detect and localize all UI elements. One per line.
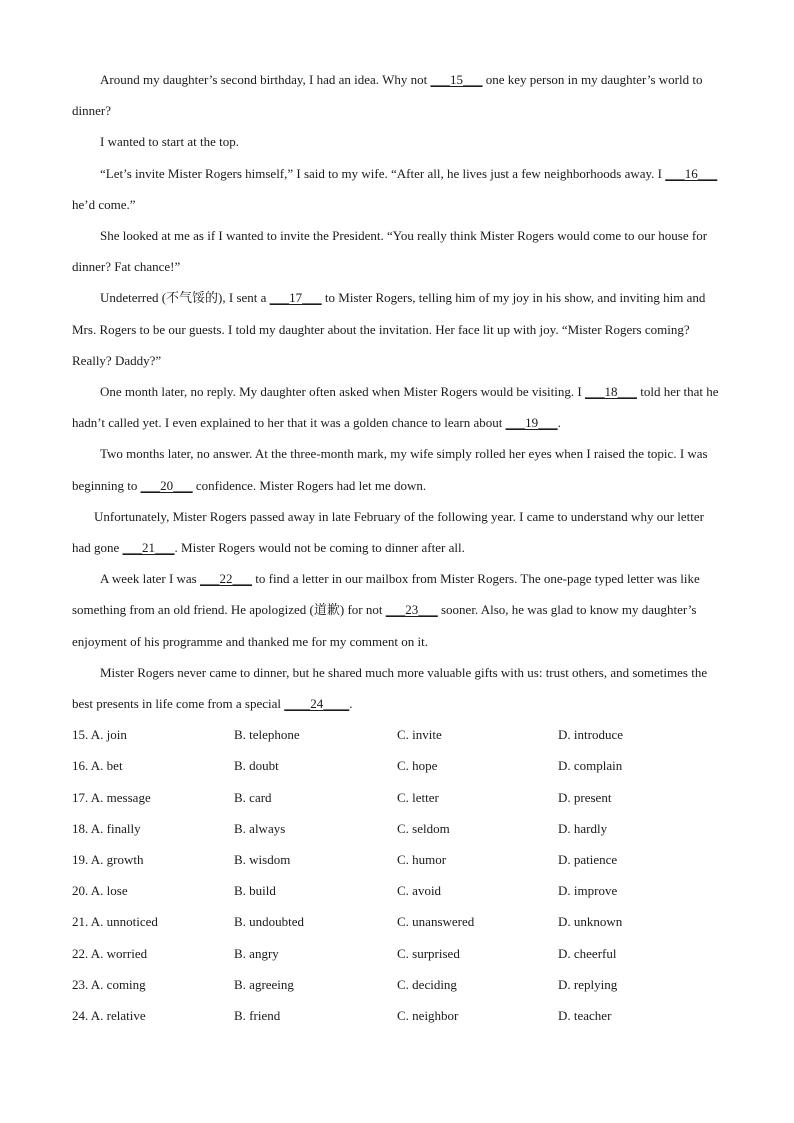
option-d: D. hardly <box>558 820 608 836</box>
text: . <box>349 696 353 712</box>
option-c: C. seldom <box>397 820 450 836</box>
text: sooner. Also, he was glad to know my daughter’s enjoyment of his programme and thanked me for my comment on it. <box>72 602 697 649</box>
blank-24: ____24____ <box>284 696 350 712</box>
option-a: 22. A. worried <box>72 945 148 961</box>
blank-19: ___19___ <box>505 415 558 431</box>
option-a: 16. A. bet <box>72 758 123 774</box>
text: One month later, no reply. My daughter often asked when Mister Rogers would be visiting. I <box>100 384 585 400</box>
text: Mister Rogers never came to dinner, but he shared much more valuable gifts with us: trust others, and sometimes the best presents in life come from a special <box>72 664 708 712</box>
option-b: B. always <box>234 820 286 836</box>
text: told her that he hadn’t called yet. I even explained to her that it was a golden chance to learn about <box>72 384 719 431</box>
text: . <box>557 415 561 431</box>
paragraph-8 <box>72 501 724 563</box>
option-a: 19. A. growth <box>72 852 144 868</box>
paragraph-7 <box>72 438 724 500</box>
option-c: C. unanswered <box>397 914 475 930</box>
paragraph-3 <box>72 158 724 220</box>
blank-17: ___17___ <box>269 290 322 306</box>
option-b: B. agreeing <box>234 976 294 992</box>
option-d: D. complain <box>558 758 623 774</box>
option-d: D. improve <box>558 883 618 899</box>
question-row-20 <box>72 875 724 906</box>
option-c: C. neighbor <box>397 1008 459 1024</box>
option-a: 21. A. unnoticed <box>72 914 158 930</box>
blank-20: ___20___ <box>140 477 193 493</box>
option-d: D. replying <box>558 976 618 992</box>
question-row-17 <box>72 782 724 813</box>
option-b: B. build <box>234 883 276 899</box>
option-b: B. angry <box>234 945 279 961</box>
text: one key person in my daughter’s world to dinner? <box>72 72 703 119</box>
option-d: D. unknown <box>558 914 623 930</box>
option-a: 18. A. finally <box>72 820 141 836</box>
text: Two months later, no answer. At the three-month mark, my wife simply rolled her eyes when I raised the topic. I was beginning to <box>72 446 708 493</box>
text: “Let’s invite Mister Rogers himself,” I said to my wife. “After all, he lives just a few neighborhoods away. I <box>100 165 666 181</box>
option-d: D. patience <box>558 852 618 868</box>
paragraph-10 <box>72 657 724 719</box>
blank-22: ___22___ <box>200 571 252 587</box>
text: A week later I was <box>100 571 200 587</box>
paragraph-1 <box>72 64 724 126</box>
question-row-16 <box>72 750 724 781</box>
question-row-18 <box>72 813 724 844</box>
option-a: 23. A. coming <box>72 976 146 992</box>
text: he’d come.” <box>72 196 136 212</box>
option-b: B. undoubted <box>234 914 305 930</box>
option-b: B. card <box>234 789 272 805</box>
option-d: D. teacher <box>558 1008 612 1024</box>
option-a: 15. A. join <box>72 727 127 743</box>
option-c: C. hope <box>397 758 438 774</box>
question-row-15 <box>72 719 724 750</box>
option-c: C. surprised <box>397 945 460 961</box>
question-row-24 <box>72 1000 724 1031</box>
option-b: B. doubt <box>234 758 279 774</box>
question-row-19 <box>72 844 724 875</box>
option-c: C. humor <box>397 852 447 868</box>
blank-21: ___21___ <box>122 540 175 556</box>
text: confidence. Mister Rogers had let me down. <box>192 477 427 493</box>
text: . Mister Rogers would not be coming to dinner after all. <box>174 540 465 556</box>
text: Undeterred (不气馁的), I sent a <box>100 290 270 306</box>
option-a: 24. A. relative <box>72 1008 146 1024</box>
paragraph-4 <box>72 220 724 282</box>
paragraph-9 <box>72 563 724 657</box>
text: I wanted to start at the top. <box>100 134 239 150</box>
option-b: B. wisdom <box>234 852 291 868</box>
paragraph-6 <box>72 376 724 438</box>
option-d: D. introduce <box>558 727 623 743</box>
blank-15: ___15___ <box>430 72 483 87</box>
option-c: C. avoid <box>397 883 442 899</box>
option-a: 17. A. message <box>72 789 151 805</box>
paragraph-2 <box>72 126 724 157</box>
option-d: D. cheerful <box>558 945 617 961</box>
question-row-21 <box>72 906 724 937</box>
option-c: C. invite <box>397 727 442 743</box>
text: Unfortunately, Mister Rogers passed away in late February of the following year. I came to understand why our letter had gone <box>72 508 704 556</box>
blank-16: ___16___ <box>665 165 718 181</box>
option-b: B. telephone <box>234 727 300 743</box>
question-row-22 <box>72 938 724 969</box>
text: She looked at me as if I wanted to invite the President. “You really think Mister Rogers would come to our house for dinner? Fat chance!” <box>72 228 708 275</box>
cloze-passage <box>72 64 724 719</box>
text: to Mister Rogers, telling him of my joy in his show, and inviting him and Mrs. Rogers to be our guests. I told my daughter about the invitation. Her face lit up with joy. “Mister Rogers coming? Really? Daddy?” <box>72 290 706 368</box>
option-d: D. present <box>558 789 612 805</box>
question-row-23 <box>72 969 724 1000</box>
blank-18: ___18___ <box>584 384 637 400</box>
option-a: 20. A. lose <box>72 883 128 899</box>
answer-options <box>72 719 724 1031</box>
option-b: B. friend <box>234 1008 281 1024</box>
option-c: C. deciding <box>397 976 457 992</box>
option-c: C. letter <box>397 789 439 805</box>
paragraph-5 <box>72 282 724 376</box>
text: to find a letter in our mailbox from Mister Rogers. The one-page typed letter was like something from an old friend. He apologized (道歉) for not <box>72 571 700 618</box>
text: Around my daughter’s second birthday, I had an idea. Why not <box>100 72 431 87</box>
blank-23: ___23___ <box>385 602 438 618</box>
